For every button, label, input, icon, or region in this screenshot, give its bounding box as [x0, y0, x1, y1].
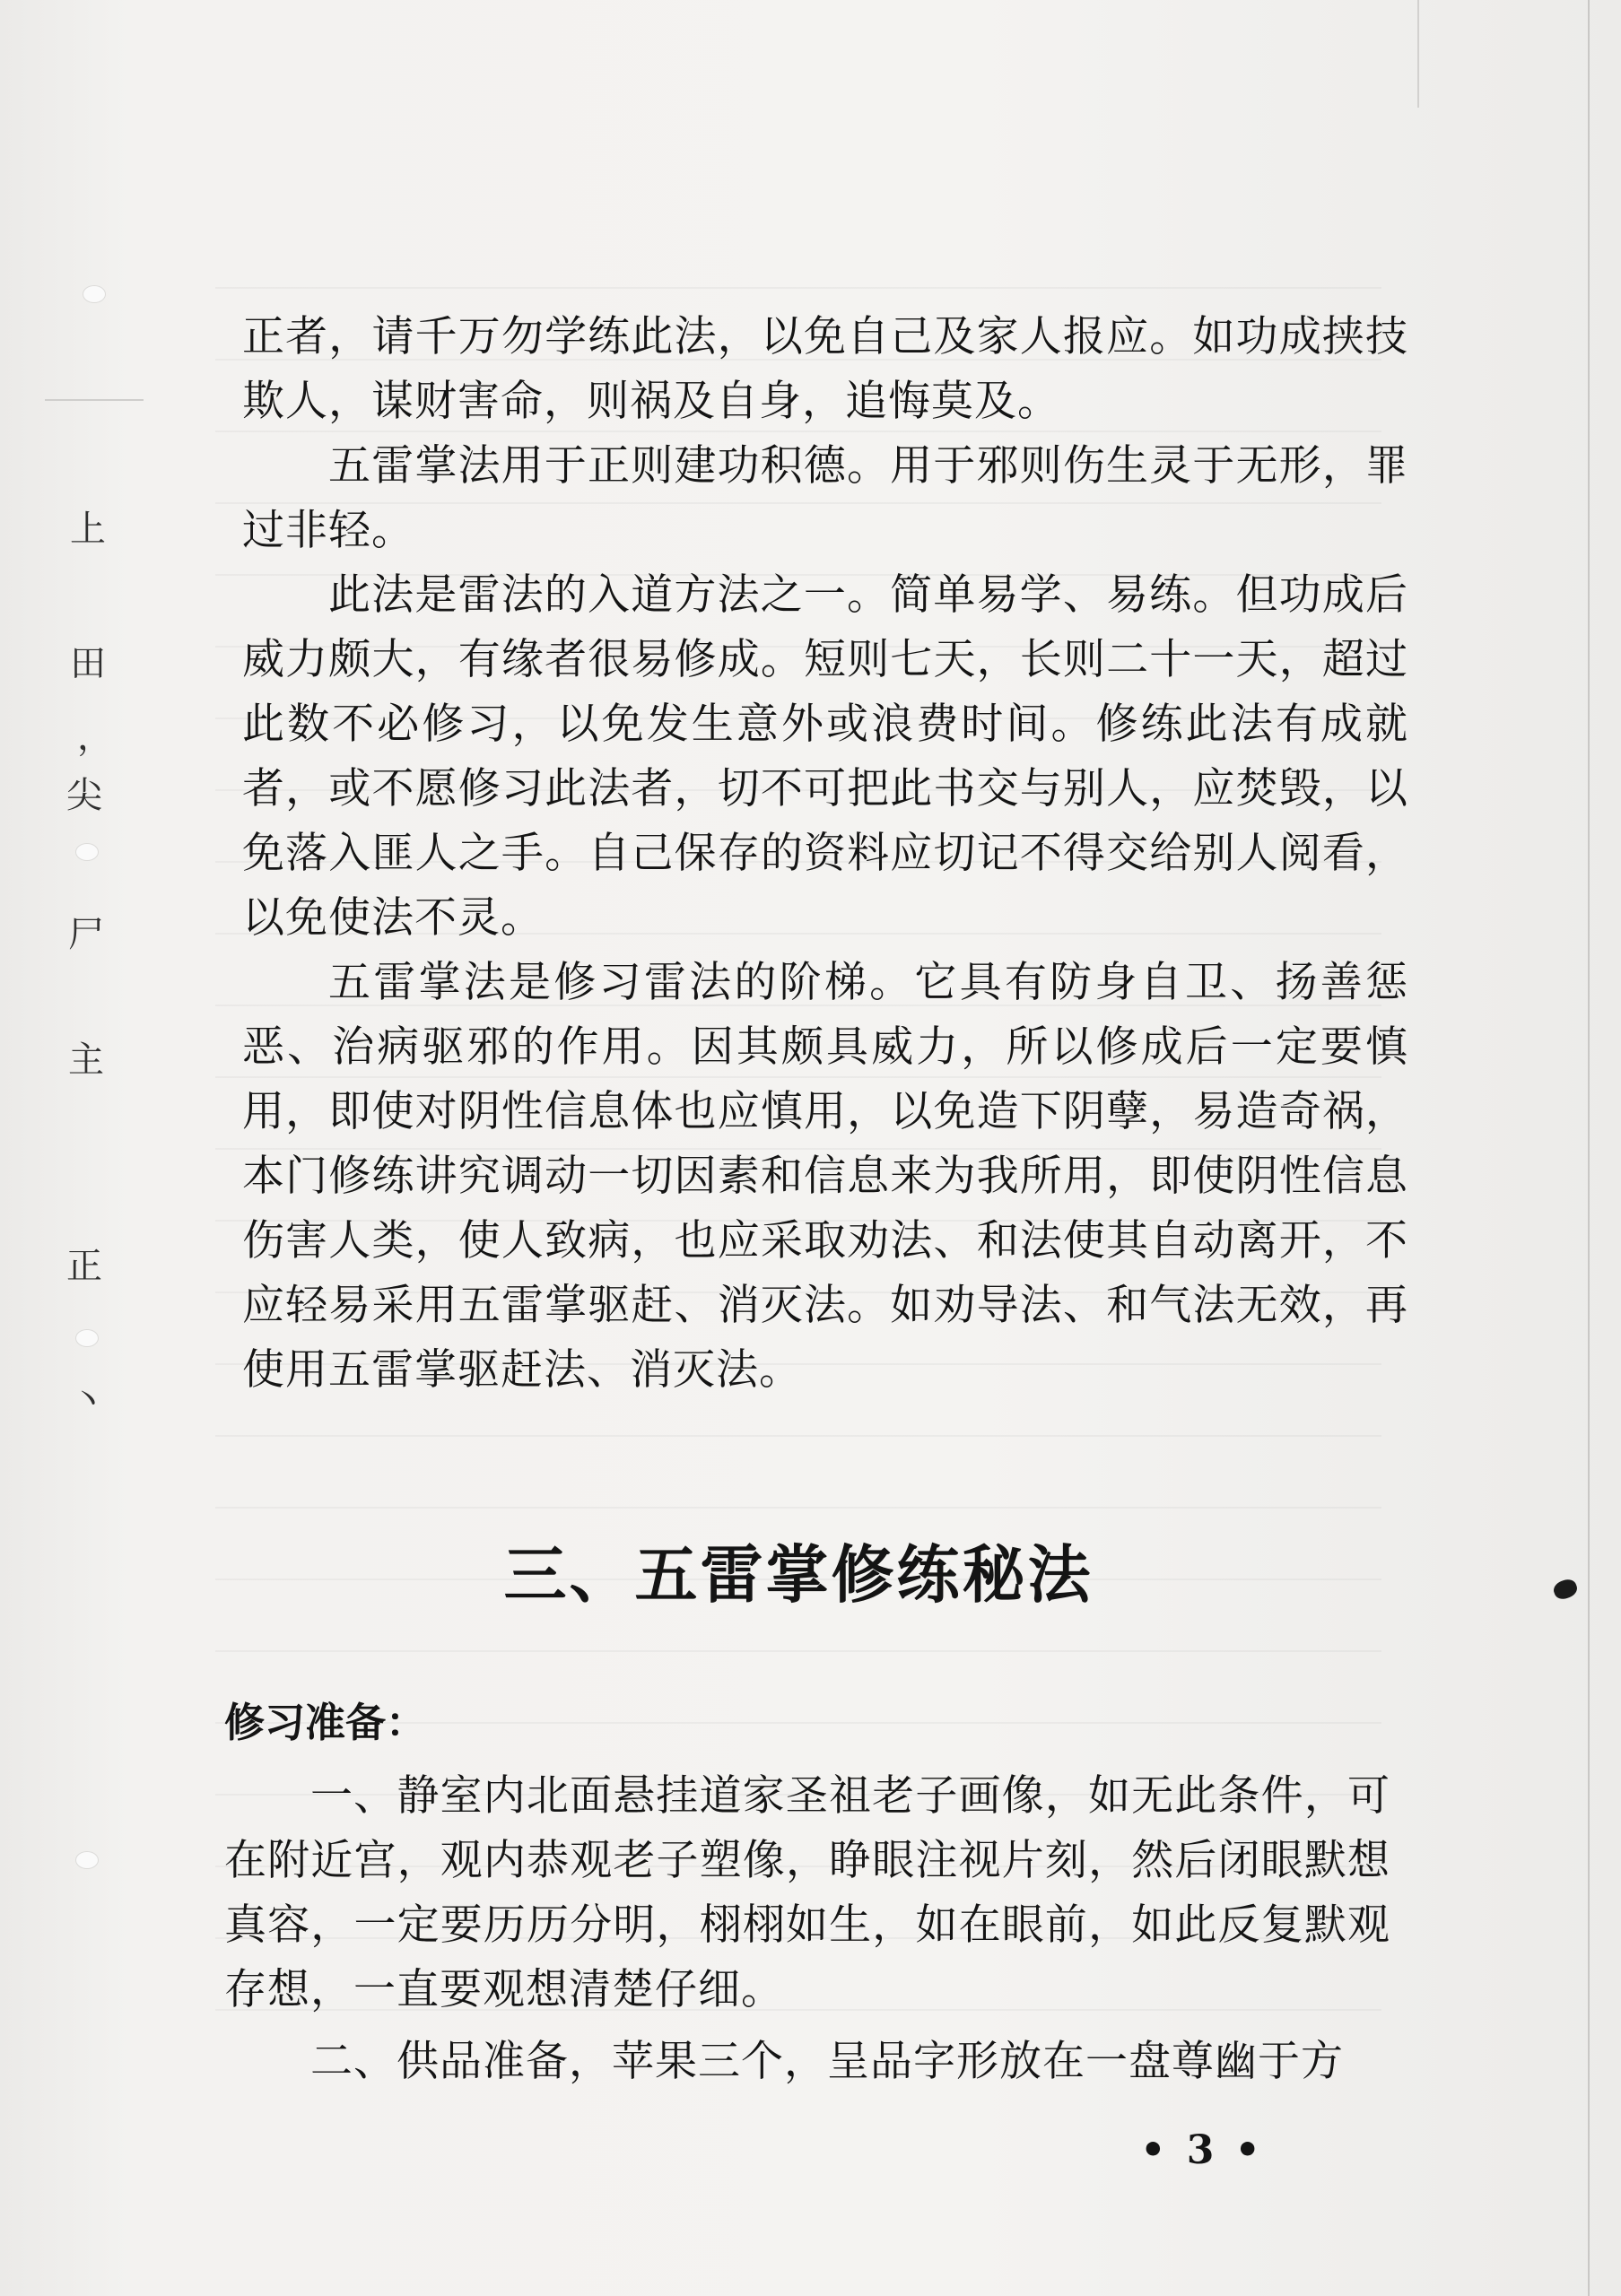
- prep-item: 一、静室内北面悬挂道家圣祖老子画像，如无此条件，可在附近宫，观内恭观老子塑像，睁眼注视片刻，然后闭眼默想真容，一定要历历分明，栩栩如生，如在眼前，如此反复默观存想，一直要观想清楚仔细。: [224, 1771, 1390, 2014]
- page-edge-line: [1588, 0, 1590, 2296]
- binding-hole: [75, 1329, 99, 1347]
- binding-hole: [83, 285, 106, 303]
- margin-glyph: 尸: [68, 914, 104, 955]
- margin-glyph: ，: [77, 717, 113, 758]
- margin-glyph: 丶: [70, 1380, 106, 1422]
- paragraph: 正者，请千万勿学练此法，以免自己及家人报应。如功成挟技欺人，谋财害命，则祸及自身，追悔莫及。: [242, 312, 1408, 426]
- section-heading: 三、五雷掌修练秘法: [503, 1537, 1094, 1612]
- margin-glyph: 正: [66, 1246, 102, 1287]
- paragraph: 五雷掌法用于正则建功积德。用于邪则伤生灵于无形，罪过非轻。: [242, 441, 1408, 555]
- body-text: [242, 305, 1408, 1403]
- prep-heading: 修习准备：: [224, 1699, 427, 1746]
- margin-rule: [45, 399, 144, 401]
- binding-hole: [75, 1851, 99, 1869]
- paragraph: 此法是雷法的入道方法之一。简单易学、易练。但功成后威力颇大，有缘者很易修成。短则七天，长则二十一天，超过此数不必修习，以免发生意外或浪费时间。修练此法有成就者，或不愿修习此法者，切不可把此书交与别人，应焚毁，以免落入匪人之手。自己保存的资料应切记不得交给别人阅看，以免使法不灵。: [242, 570, 1408, 943]
- margin-glyph: 上: [70, 509, 106, 550]
- page-edge-mark: [1417, 0, 1419, 108]
- margin-glyph: 主: [68, 1039, 104, 1081]
- prep-item: 二、供品准备，苹果三个，呈品字形放在一盘尊幽于方: [310, 2037, 1344, 2086]
- ink-spot: [1551, 1577, 1579, 1602]
- preparation-section: [224, 1691, 1390, 2094]
- page-number: • 3 •: [1140, 2127, 1264, 2173]
- margin-glyph: 尖: [66, 775, 102, 816]
- margin-glyph: 田: [70, 643, 106, 684]
- paragraph: 五雷掌法是修习雷法的阶梯。它具有防身自卫、扬善惩恶、治病驱邪的作用。因其颇具威力，所以修成后一定要慎用，即使对阴性信息体也应慎用，以免造下阴孽，易造奇祸，本门修练讲究调动一切因素和信息来为我所用，即使阴性信息伤害人类，使人致病，也应采取劝法、和法使其自动离开，不应轻易采用五雷掌驱赶、消灭法。如劝导法、和气法无效，再使用五雷掌驱赶法、消灭法。: [242, 958, 1408, 1395]
- binding-hole: [75, 843, 99, 861]
